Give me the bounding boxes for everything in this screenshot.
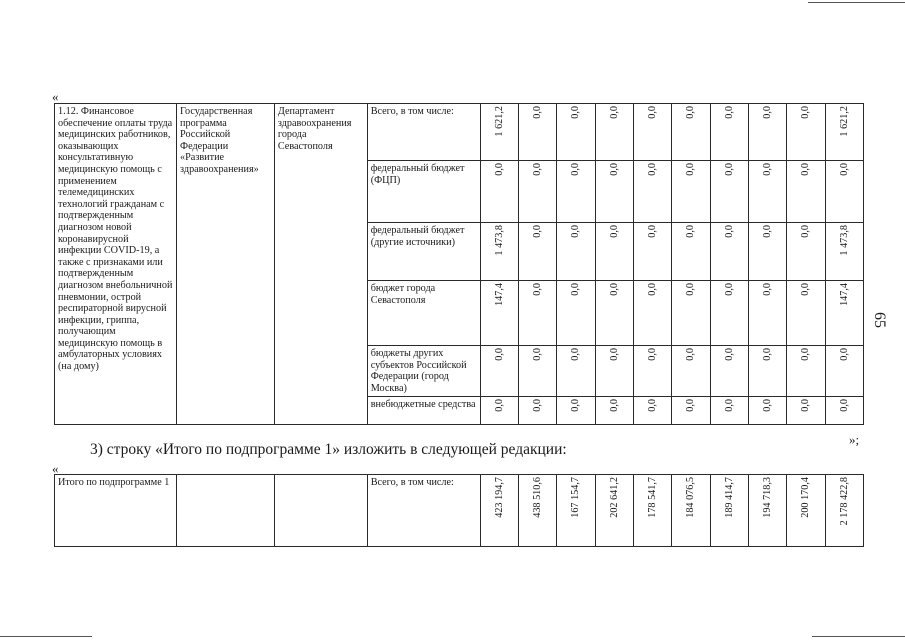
value-cell [748,161,786,223]
table-row-subprogram-total [55,475,864,547]
measure-name-cell [55,104,177,425]
value-cell [672,346,710,397]
total-label-cell [55,475,177,547]
value: 0,0 [532,225,544,238]
value-cell [710,104,748,161]
value-cell [595,346,633,397]
value-cell [748,475,786,547]
value: 0,0 [532,283,544,296]
value: 200 170,4 [800,477,812,518]
source-label: Всего, в том числе: [370,477,454,488]
value: 0,0 [647,106,659,119]
value: 0,0 [838,163,850,176]
value: 178 541,7 [647,477,659,518]
value-cell [710,281,748,346]
value: 0,0 [762,348,774,361]
value-cell [595,104,633,161]
value: 147,4 [493,283,505,306]
value-cell [748,397,786,425]
value: 0,0 [800,163,812,176]
open-quote-bottom: « [52,461,59,476]
value-cell [557,161,595,223]
value-cell [787,281,825,346]
source-cell [367,104,480,161]
value: 0,0 [685,348,697,361]
value: 0,0 [570,225,582,238]
empty-cell [274,475,367,547]
value-cell [595,397,633,425]
value-cell [748,281,786,346]
value-cell [633,223,671,281]
value-cell [480,475,518,547]
empty-cell [177,475,275,547]
value-cell [595,223,633,281]
value: 194 718,3 [762,477,774,518]
value: 0,0 [685,163,697,176]
subprogram-total-table [54,474,864,547]
value: 0,0 [570,163,582,176]
executor-name: Департамент здравоохранения города Севастополя [277,106,352,152]
value-cell [710,475,748,547]
source-label: бюджет города Севастополя [370,283,436,306]
source-label: федеральный бюджет (другие источники) [370,225,465,248]
value: 0,0 [685,283,697,296]
value: 0,0 [532,106,544,119]
executor-cell [274,104,367,425]
value-cell [825,104,863,161]
value-cell [825,346,863,397]
close-quote-top: »; [849,432,860,447]
value: 147,4 [838,283,850,306]
value-cell [710,397,748,425]
value-cell [480,104,518,161]
value-cell [595,475,633,547]
value: 0,0 [723,106,735,119]
value-cell [825,281,863,346]
value: 0,0 [493,348,505,361]
source-cell [367,223,480,281]
value: 0,0 [608,106,620,119]
total-label: Итого по подпрограмме 1 [58,477,170,488]
value: 0,0 [723,225,735,238]
value-cell [480,161,518,223]
value: 0,0 [493,399,505,413]
value: 0,0 [838,348,850,361]
value: 0,0 [647,225,659,238]
value: 0,0 [608,283,620,296]
value: 0,0 [723,163,735,176]
source-cell [367,346,480,397]
value: 438 510,6 [532,477,544,518]
value-cell [748,346,786,397]
page-number: 65 [871,312,888,328]
value-cell [518,223,556,281]
value-cell [557,397,595,425]
scan-line-bottom-right [812,636,905,637]
value: 1 473,8 [838,225,850,256]
value-cell [825,397,863,425]
value: 0,0 [647,348,659,361]
value: 0,0 [723,348,735,361]
value: 0,0 [532,399,544,413]
value-cell [672,223,710,281]
value: 0,0 [570,283,582,296]
value-cell [480,346,518,397]
value-cell [825,475,863,547]
value-cell [787,397,825,425]
value: 0,0 [685,106,697,119]
value: 0,0 [800,399,812,413]
value: 0,0 [647,283,659,296]
value: 423 194,7 [493,477,505,518]
source-label: Всего, в том числе: [370,106,454,117]
value-cell [672,397,710,425]
value-cell [825,223,863,281]
value: 189 414,7 [723,477,735,518]
value-cell [672,281,710,346]
value-cell [518,161,556,223]
value: 0,0 [762,399,774,413]
value: 0,0 [762,106,774,119]
value-cell [825,161,863,223]
value-cell [557,223,595,281]
value-cell [633,397,671,425]
value: 0,0 [608,399,620,413]
value: 0,0 [570,106,582,119]
measure-name: 1.12. Финансовое обеспечение оплаты труда медицинских работников, оказывающих консультативную медицинскую помощь с применением телемедицинских технологий гражданам с подтвержденным диагнозом новой коронавирусной инфекции COVID-19, а также с признаками или подтвержденным диагнозом внебольничной пневмонии, острой респираторной вирусной инфекции, гриппа, получающим медицинскую помощь в амбулаторных условиях (на дому) [58,106,173,373]
value-cell [672,161,710,223]
value-cell [480,223,518,281]
table-row-total [55,104,864,161]
value-cell [557,104,595,161]
value-cell [672,475,710,547]
value: 0,0 [800,348,812,361]
source-label: внебюджетные средства [370,399,476,411]
value: 167 154,7 [570,477,582,518]
funding-table-measure-1-12 [54,103,864,425]
value-cell [748,104,786,161]
value-cell [633,161,671,223]
value: 1 473,8 [493,225,505,256]
value-cell [787,104,825,161]
value: 0,0 [532,163,544,176]
value: 0,0 [608,163,620,176]
value-cell [633,281,671,346]
source-label: бюджеты других субъектов Российской Федерации (город Москва) [370,348,467,394]
value: 0,0 [685,399,697,413]
value: 0,0 [493,163,505,176]
value: 0,0 [723,399,735,413]
source-cell [367,397,480,425]
value-cell [633,104,671,161]
value-cell [710,161,748,223]
value-cell [787,346,825,397]
value-cell [518,281,556,346]
value-cell [518,475,556,547]
value-cell [518,346,556,397]
value-cell [557,475,595,547]
value: 0,0 [570,399,582,413]
value: 0,0 [647,399,659,413]
value: 0,0 [723,283,735,296]
value-cell [557,281,595,346]
value-cell [787,161,825,223]
value-cell [595,161,633,223]
value: 0,0 [608,225,620,238]
value: 0,0 [532,348,544,361]
value: 1 621,2 [838,106,850,137]
amendment-instruction: 3) строку «Итого по подпрограмме 1» изложить в следующей редакции: [90,441,567,458]
value: 0,0 [685,225,697,238]
value: 0,0 [647,163,659,176]
value-cell [672,104,710,161]
value-cell [633,475,671,547]
value-cell [480,397,518,425]
program-name: Государственная программа Российской Федерации «Развитие здравоохранения» [180,106,259,175]
value: 0,0 [762,283,774,296]
value-cell [557,346,595,397]
value-cell [633,346,671,397]
value-cell [787,475,825,547]
value: 0,0 [762,225,774,238]
open-quote-top: « [52,89,59,104]
value: 0,0 [800,225,812,238]
value-cell [787,223,825,281]
value-cell [480,281,518,346]
value: 0,0 [800,283,812,296]
value-cell [710,223,748,281]
value: 2 178 422,8 [838,477,850,526]
value-cell [518,104,556,161]
value-cell [518,397,556,425]
value-cell [748,223,786,281]
value: 0,0 [570,348,582,361]
value-cell [710,346,748,397]
source-label: федеральный бюджет (ФЦП) [370,163,465,186]
scan-line-bottom-left [0,636,92,637]
value: 1 621,2 [493,106,505,137]
value: 0,0 [838,399,850,413]
source-cell [367,161,480,223]
value: 0,0 [762,163,774,176]
value: 0,0 [608,348,620,361]
value-cell [595,281,633,346]
source-cell [367,475,480,547]
scan-line-top [808,2,905,3]
value: 184 076,5 [685,477,697,518]
value: 0,0 [800,106,812,119]
value: 202 641,2 [608,477,620,518]
source-cell [367,281,480,346]
program-cell [177,104,275,425]
